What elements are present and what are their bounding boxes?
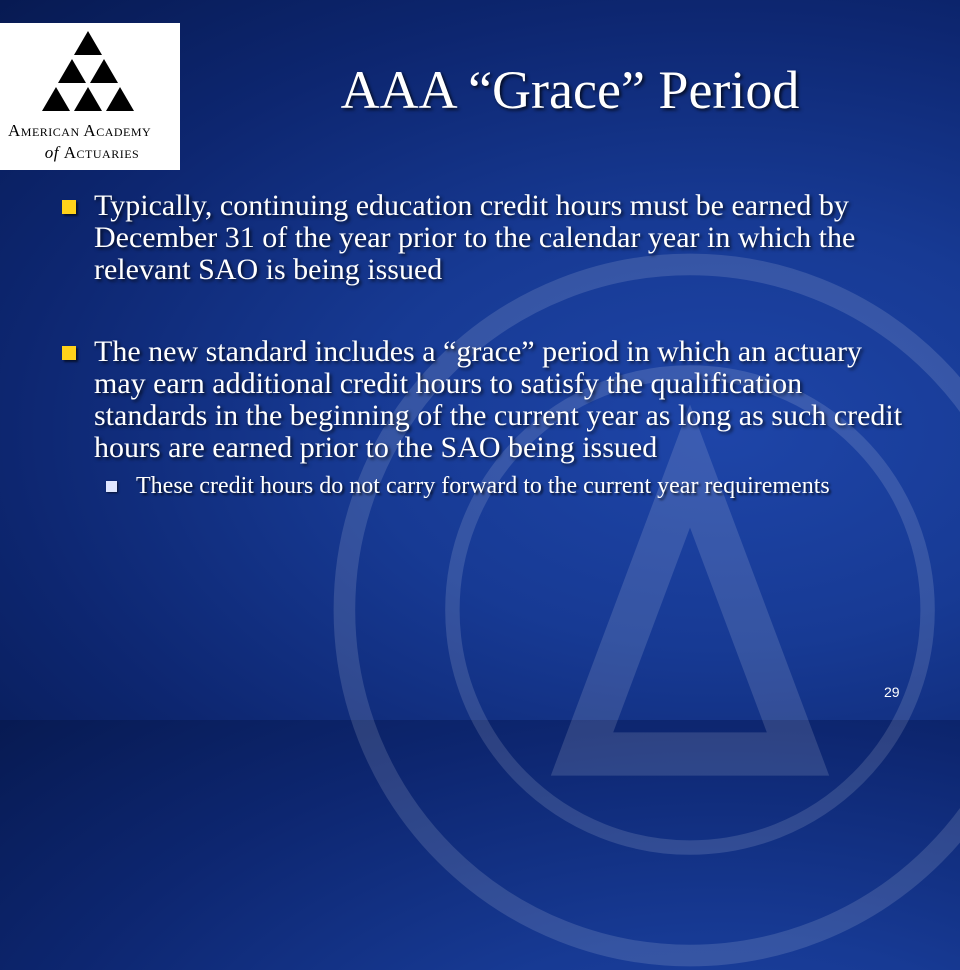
- triangle-logo-icon: [0, 23, 180, 123]
- bullet-list: [60, 190, 910, 499]
- square-bullet-icon: [62, 346, 76, 360]
- bullet-item: [60, 190, 910, 286]
- square-sub-bullet-icon: [106, 481, 117, 492]
- bullet-text: Typically, continuing education credit hours must be earned by December 31 of the year prior to the calendar year in which the relevant SAO is being issued: [94, 189, 856, 286]
- sub-bullet-text: These credit hours do not carry forward to the current year requirements: [136, 473, 830, 499]
- slide-title: AAA “Grace” Period: [340, 60, 800, 120]
- square-bullet-icon: [62, 200, 76, 214]
- academy-logo: [0, 23, 180, 170]
- logo-name-actuaries: Actuaries: [63, 143, 140, 162]
- logo-name-line1: American Academy: [8, 121, 152, 140]
- logo-name-of: of: [44, 143, 60, 162]
- bullet-text: The new standard includes a “grace” period in which an actuary may earn additional credit hours to satisfy the qualification standards in the beginning of the current year as long as such credit hours are earned prior to the SAO being issued: [94, 335, 903, 464]
- sub-bullet-item: [106, 474, 910, 499]
- page-number: 29: [884, 684, 900, 700]
- bullet-item: [60, 336, 910, 464]
- logo-name-line2: [8, 143, 206, 163]
